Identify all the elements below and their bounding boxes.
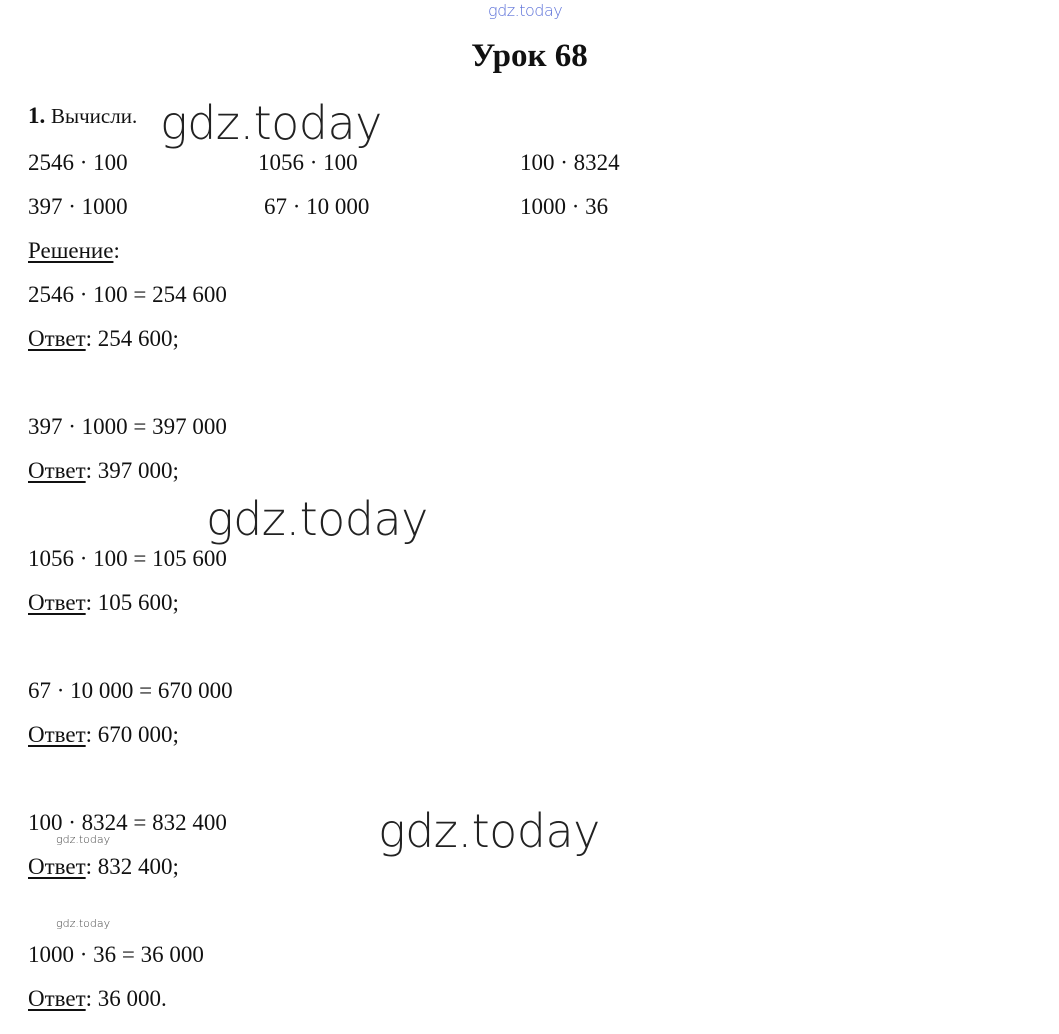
answer-label: Ответ — [28, 326, 86, 351]
solution-answer-5 — [28, 855, 179, 878]
answer-value: : 832 400; — [85, 854, 179, 879]
answer-value: : 36 000. — [85, 986, 167, 1011]
expression-r1-c1: 2546 · 100 — [28, 150, 128, 175]
page-title: Урок 68 — [471, 38, 588, 74]
task-heading — [28, 104, 137, 127]
answer-value: : 670 000; — [85, 722, 179, 747]
expression-r1-c2: 1056 · 100 — [258, 150, 358, 175]
solution-label: Решение — [28, 238, 114, 263]
watermark-small-1: gdz.today — [56, 833, 111, 846]
watermark-large-2: gdz.today — [206, 492, 428, 546]
expression-r2-c2: 67 · 10 000 — [264, 194, 370, 219]
answer-value: : 397 000; — [85, 458, 179, 483]
solution-equation-5: 100 · 8324 = 832 400 — [28, 810, 227, 835]
solution-equation-1: 2546 · 100 = 254 600 — [28, 282, 227, 307]
solution-answer-4 — [28, 723, 179, 746]
watermark-large-1: gdz.today — [160, 96, 382, 150]
solution-answer-1 — [28, 327, 179, 350]
answer-label: Ответ — [28, 722, 86, 747]
solution-equation-6: 1000 · 36 = 36 000 — [28, 942, 204, 967]
watermark-small-2: gdz.today — [56, 917, 111, 930]
solution-equation-2: 397 · 1000 = 397 000 — [28, 414, 227, 439]
answer-label: Ответ — [28, 854, 86, 879]
solution-equation-3: 1056 · 100 = 105 600 — [28, 546, 227, 571]
answer-value: : 254 600; — [85, 326, 179, 351]
expression-r1-c3: 100 · 8324 — [520, 150, 620, 175]
solution-answer-3 — [28, 591, 179, 614]
solution-answer-6 — [28, 987, 167, 1010]
answer-label: Ответ — [28, 458, 86, 483]
watermark-large-3: gdz.today — [378, 804, 600, 858]
solution-equation-4: 67 · 10 000 = 670 000 — [28, 678, 233, 703]
expression-r2-c3: 1000 · 36 — [520, 194, 609, 219]
task-text: Вычисли. — [51, 104, 138, 128]
answer-value: : 105 600; — [85, 590, 179, 615]
answer-label: Ответ — [28, 590, 86, 615]
watermark-top: gdz.today — [488, 1, 563, 20]
answer-label: Ответ — [28, 986, 86, 1011]
solution-heading: Решение: — [28, 238, 120, 263]
expression-r2-c1: 397 · 1000 — [28, 194, 128, 219]
solution-answer-2 — [28, 459, 179, 482]
task-number: 1. — [28, 103, 46, 128]
